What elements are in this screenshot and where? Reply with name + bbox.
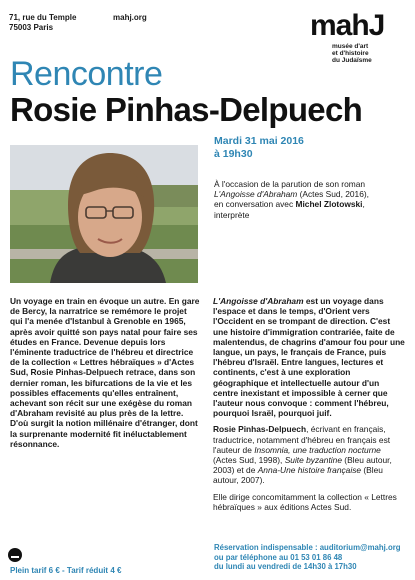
logo-wordmark: mahJ: [310, 9, 385, 42]
event-type-heading: Rencontre: [10, 55, 163, 93]
book-suite-byzantine: Suite byzantine: [284, 455, 342, 466]
reservation-email[interactable]: Réservation indispensable : auditorium@mahj.org: [214, 543, 401, 552]
book-title: L'Angoisse d'Abraham: [213, 296, 304, 306]
event-time: à 19h30: [214, 148, 253, 160]
logo-sub-line-1: musée d'art: [332, 43, 369, 50]
intro-text-3: en conversation avec: [214, 199, 296, 210]
intro-book-title: L'Angoisse d'Abraham: [214, 189, 298, 200]
reservation-info: [214, 543, 401, 572]
reservation-phone: ou par téléphone au 01 53 01 86 48: [214, 552, 343, 562]
portrait-illustration: [10, 145, 198, 283]
book-insomnia: Insomnia, une traduction nocturne: [254, 444, 381, 455]
bio-text-d: (Bleu autour, 2003) et de: [213, 455, 392, 476]
description-text: est un voyage dans l'espace et dans le temps, d'Orient vers l'Occident en se trompant de direction. C'est une histoire d'immigration contrariée, faite de malentendus, de chagrins d'amour fou pour une langue, un pays, le français de France, puis l'hébreu d'Israël. Entre langues, lectures et continents, c'est à une exploration géographique et intellectuelle autour d'un centre inexistant et impossible à cerner que l'auteur nous convoque : comment l'hébreu, pourquoi Israël, pourquoi juif.: [213, 296, 405, 419]
logo-sub-line-3: du Judaïsme: [332, 57, 372, 65]
synopsis-column: Un voyage en train en évoque un autre. En gare de Bercy, la narratrice se remémore le projet qui l'a menée d'Istanbul à Grenoble en 1965, après avoir quitté son pays natal pour faire ses études en France. Devenue depuis lors l'éminente traductrice de l'hébreu et directrice de la collection « Lettres hébraïques » d'Actes Sud, Rosie Pinhas-Delpuech retrace, dans son dernier roman, les bifurcations de la vie et les possibles effacements qu'elles entraînent, achevant son récit sur une exégèse du roman d'Abraham revisité au plus près de la lettre. D'où surgit la notion millénaire d'étranger, dont la surprenante modernité fit inéluctablement résonnance.: [10, 296, 200, 449]
book-anna: Anna-Une histoire française: [257, 465, 362, 476]
event-day: Mardi 31 mai 2016: [214, 135, 304, 147]
reservation-hours: du lundi au vendredi de 14h30 à 17h30: [214, 562, 357, 572]
speaker-photo: [10, 145, 198, 283]
address-line-2: 75003 Paris: [9, 22, 54, 32]
logo-sub-line-2: et d'histoire: [332, 50, 369, 58]
intro-text-5: interprète: [214, 209, 250, 220]
event-intro: [214, 179, 402, 220]
intro-text-4: ,: [362, 199, 365, 210]
collection-paragraph: Elle dirige concomitamment la collection « Lettres hébraïques » aux éditions Actes Sud.: [213, 491, 397, 512]
intro-text-1: À l'occasion de la parution de son roman: [214, 179, 366, 189]
logo-subtitle: [332, 43, 405, 65]
bio-text-c: (Actes Sud, 1998),: [213, 455, 285, 466]
author-name: Rosie Pinhas-Delpuech: [213, 424, 307, 435]
description-paragraph-1: [213, 296, 405, 418]
bio-text-e: (Bleu autour, 2007).: [213, 465, 383, 486]
author-bio-paragraph: [213, 424, 405, 485]
speaker-name-heading: Rosie Pinhas-Delpuech: [10, 91, 363, 128]
venue-address: [9, 13, 76, 32]
accessibility-icon: [8, 548, 22, 562]
bio-text-a: , écrivant en français, traductrice, notamment d'hébreu en français est l'auteur de: [213, 424, 391, 455]
ticket-prices: Plein tarif 6 € - Tarif réduit 4 €: [10, 566, 122, 575]
event-date: [214, 135, 304, 161]
mahj-logo: [310, 9, 405, 65]
intro-text-2: (Actes Sud, 2016),: [297, 189, 369, 200]
intro-guest-name: Michel Zlotowski: [295, 199, 363, 210]
address-line-1: 71, rue du Temple: [9, 13, 77, 22]
website-link[interactable]: mahj.org: [113, 13, 147, 22]
description-column: [213, 296, 405, 518]
